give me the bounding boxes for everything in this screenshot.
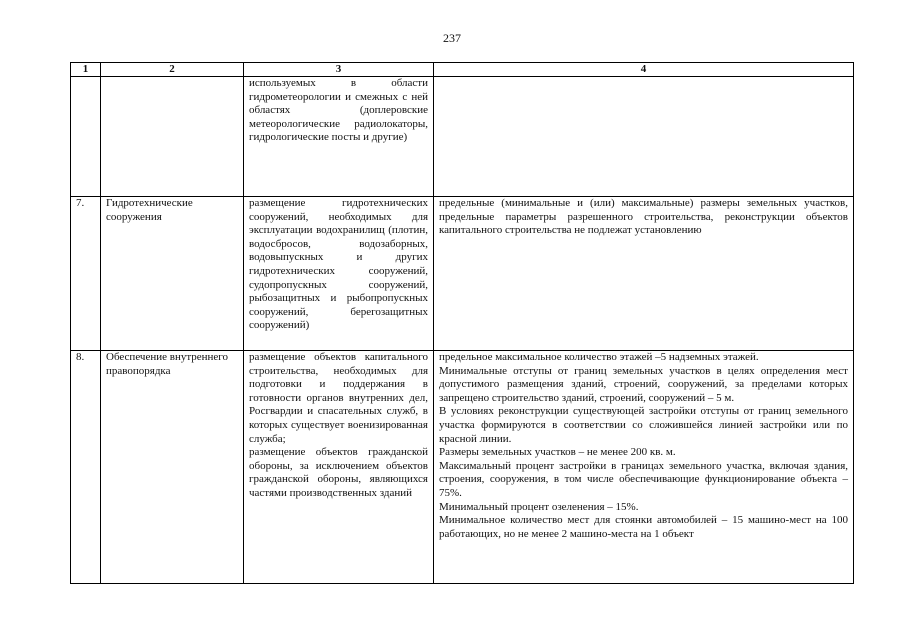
row-parameters	[434, 77, 854, 197]
header-col-4: 4	[434, 63, 854, 77]
document-table	[70, 62, 854, 584]
row-number: 8.	[71, 351, 101, 584]
page-number: 237	[443, 31, 461, 45]
row-name: Обеспечение внутреннего правопорядка	[101, 351, 244, 584]
header-col-3: 3	[244, 63, 434, 77]
row-name	[101, 77, 244, 197]
table-row	[71, 351, 854, 584]
row-activity: размещение гидротехнических сооружений, необходимых для эксплуатации водохранилищ (плотин, водосбросов, водозаборных, водовыпускных и других гидротехнических сооружений, судопропускных сооружений, рыбозащитных и рыбопропускных сооружений, берегозащитных сооружений)	[244, 197, 434, 351]
row-parameters: предельные (минимальные и (или) максимальные) размеры земельных участков, предельные параметры разрешенного строительства, реконструкции объектов капитального строительства не подлежат установлению	[434, 197, 854, 351]
row-number	[71, 77, 101, 197]
table-row	[71, 197, 854, 351]
header-col-2: 2	[101, 63, 244, 77]
row-parameters: предельное максимальное количество этажей –5 надземных этажей. Минимальные отступы от границ земельных участков в целях определения мест допустимого размещения зданий, строений, сооружений, за пределами которых запрещено строительство зданий, строений, сооружений – 5 м. В условиях реконструкции существующей застройки отступы от границ земельного участка формируются в соответствии со сложившейся линией застройки или по красной линии. Размеры земельных участков – не менее 200 кв. м. Максимальный процент застройки в границах земельного участка, включая здания, строения, сооружения, в том числе обеспечивающие функционирование объекта – 75%. Минимальный процент озеленения – 15%. Минимальное количество мест для стоянки автомобилей – 15 машино-мест на 100 работающих, но не менее 2 машино-места на 1 объект	[434, 351, 854, 584]
header-row	[71, 63, 854, 77]
row-name: Гидротехнические сооружения	[101, 197, 244, 351]
row-activity: размещение объектов капитального строительства, необходимых для подготовки и поддержания в готовности органов внутренних дел, Росгвардии и спасательных служб, в которых существует военизированная служба; размещение объектов гражданской обороны, за исключением объектов гражданской обороны, являющихся частями производственных зданий	[244, 351, 434, 584]
header-col-1: 1	[71, 63, 101, 77]
table-row	[71, 77, 854, 197]
row-activity: используемых в области гидрометеорологии и смежных с ней областях (доплеровские метеорологические радиолокаторы, гидрологические посты и другие)	[244, 77, 434, 197]
row-number: 7.	[71, 197, 101, 351]
